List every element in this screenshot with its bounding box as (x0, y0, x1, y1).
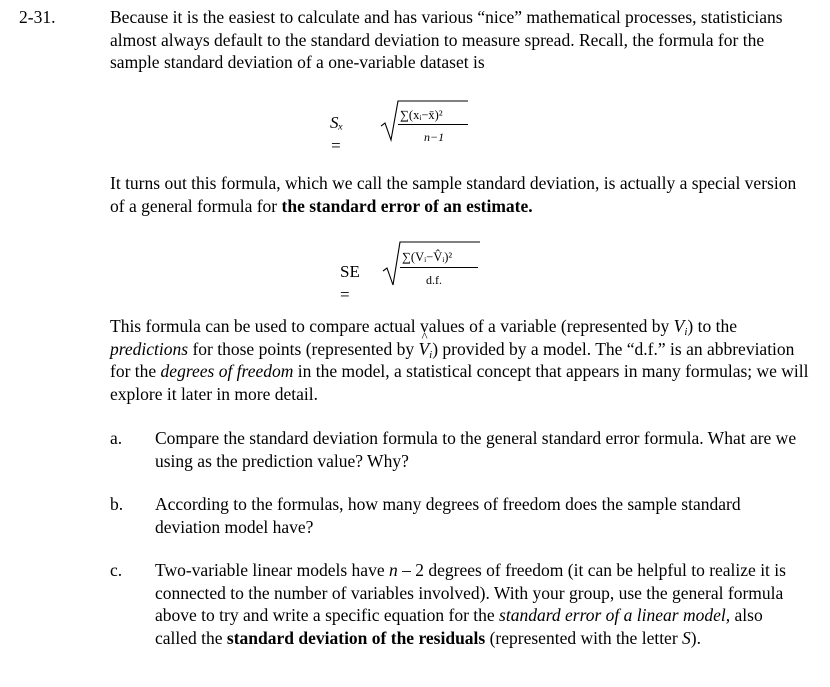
formula-sd-numerator: ∑(xᵢ−x̄)² (400, 108, 443, 122)
para3-text-2: ) to the (687, 316, 737, 336)
question-c-italic-term: standard error of a linear model, (499, 605, 731, 625)
predictions-paragraph (110, 315, 810, 405)
formula-se-numerator: ∑(Vᵢ−V̂ᵢ)² (402, 250, 453, 264)
question-b-text: According to the formulas, how many degrees of freedom does the sample standard deviation model have? (155, 494, 741, 537)
question-c-n: n (388, 560, 398, 580)
para3-text-5: in the model, a statistical concept that appears in many formulas; we will explore it later in more detail. (110, 361, 809, 404)
question-c-letter: c. (110, 560, 123, 580)
para3-degrees-of-freedom: degrees of freedom (160, 361, 294, 381)
question-a-text: Compare the standard deviation formula to the general standard error formula. What are we using as the prediction value? Why? (155, 428, 797, 471)
para3-subscript-i-2: i (429, 348, 433, 361)
para3-v-hat: ^ V (418, 338, 429, 361)
para3-variable-v: V (673, 316, 685, 336)
para3-subscript-i: i (684, 326, 688, 338)
para2-bold-term: the standard error of an estimate. (281, 195, 533, 216)
question-c-text-1: Two-variable linear models have (155, 560, 389, 580)
question-c-letter-s: S (682, 627, 691, 648)
intro-text: Because it is the easiest to calculate and has various “nice” mathematical processes, statisticians almost always default to the standard deviation to measure spread. Recall, the formula for the sample standard deviation of a one-variable dataset is (110, 7, 783, 72)
para3-text-4: ) provided by a model. The “d.f.” is an abbreviation for the (110, 338, 795, 381)
formula-sd-denominator: n−1 (424, 130, 445, 144)
formula-se-lhs: SE = (340, 262, 360, 304)
para3-text-1: This formula can be used to compare actual values of a variable (represented by (110, 316, 674, 336)
intro-paragraph (110, 6, 810, 74)
standard-error-paragraph (110, 172, 810, 217)
formula-sd-fraction-bar (398, 124, 468, 125)
question-c-text-4: ). (690, 627, 701, 648)
question-c-text (155, 559, 805, 649)
para3-text-3: for those points (represented by (188, 338, 419, 359)
question-c-bold-term: standard deviation of the residuals (226, 627, 486, 648)
question-a-letter: a. (110, 428, 123, 448)
question-c-text-2: also called the (155, 605, 763, 648)
problem-number: 2-31. (19, 7, 56, 27)
formula-se-fraction-bar (400, 267, 478, 268)
formula-sd-lhs: Sₓ = (330, 113, 344, 155)
question-b-letter: b. (110, 494, 124, 514)
formula-se-denominator: d.f. (426, 273, 442, 287)
para3-predictions: predictions (110, 338, 189, 359)
question-c-text-3: (represented with the letter (485, 627, 683, 648)
question-c-text-1b: – 2 degrees of freedom (it can be helpful to realize it is connected to the number of variables involved). With your group, use the general formula above to try and write a specific equation for the (155, 560, 786, 625)
para2-text: It turns out this formula, which we call the sample standard deviation, is actually a special version of a general formula for (110, 173, 797, 216)
